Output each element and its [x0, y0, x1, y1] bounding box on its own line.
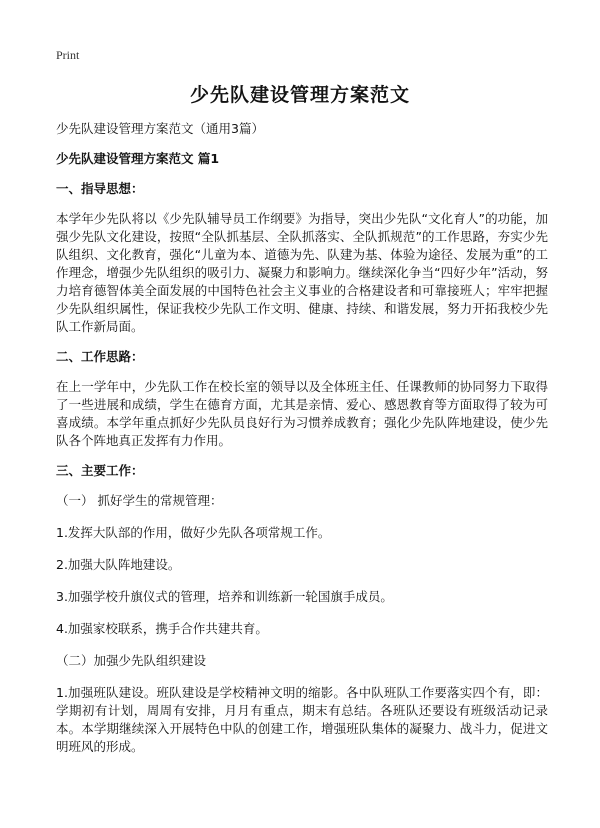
- print-link[interactable]: Print: [56, 48, 80, 62]
- subsection-heading-routine-management: （一） 抓好学生的常规管理：: [56, 493, 223, 508]
- list-item: 2.加强大队阵地建设。: [56, 557, 181, 572]
- section-heading-work-approach: 二、工作思路：: [56, 349, 144, 364]
- paragraph-class-team-building: 1.加强班队建设。班队建设是学校精神文明的缩影。各中队班队工作要落实四个有，即：学期初有计划，周周有安排，月月有重点，期末有总结。各班队还要设有班级活动记录本。本学期继续深入开展特色中队的创建工作，增强班队集体的凝聚力、战斗力，促进文明班风的形成。: [56, 685, 548, 754]
- paragraph-guiding-ideology: 本学年少先队将以《少先队辅导员工作纲要》为指导，突出少先队“文化育人”的功能，加强少先队文化建设，按照“全队抓基层、全队抓落实、全队抓规范”的工作思路，夯实少先队组织、文化教育，强化“儿童为本、道德为先、队建为基、体验为途径、发展为重”的工作理念，增强少先队组织的吸引力、凝聚力和影响力。继续深化争当“四好少年”活动，努力培育德智体美全面发展的中国特色社会主义事业的合格建设者和可靠接班人；牢牢把握少先队组织属性，保证我校少先队工作文明、健康、持续、和谐发展，努力开拓我校少先队工作新局面。: [56, 211, 548, 334]
- document-title: 少先队建设管理方案范文: [189, 84, 410, 106]
- list-item: 3.加强学校升旗仪式的管理，培养和训练新一轮国旗手成员。: [56, 589, 393, 604]
- section-heading-guiding-ideology: 一、指导思想：: [56, 181, 144, 196]
- section-heading-main-work: 三、主要工作：: [56, 463, 144, 478]
- list-item: 1.发挥大队部的作用，做好少先队各项常规工作。: [56, 525, 331, 540]
- document-body: [56, 120, 548, 768]
- subsection-heading-organization-building: （二）加强少先队组织建设: [56, 653, 207, 668]
- article-heading: 少先队建设管理方案范文 篇1: [56, 151, 220, 166]
- paragraph-work-approach: 在上一学年中，少先队工作在校长室的领导以及全体班主任、任课教师的协同努力下取得了一些进展和成绩，学生在德育方面，尤其是亲情、爱心、感恩教育等方面取得了较为可喜成绩。本学年重点抓好少先队员良好行为习惯养成教育；强化少先队阵地建设，使少先队各个阵地真正发挥有力作用。: [56, 379, 548, 448]
- list-item: 4.加强家校联系，携手合作共建共育。: [56, 621, 268, 636]
- document-subtitle: 少先队建设管理方案范文（通用3篇）: [56, 121, 264, 136]
